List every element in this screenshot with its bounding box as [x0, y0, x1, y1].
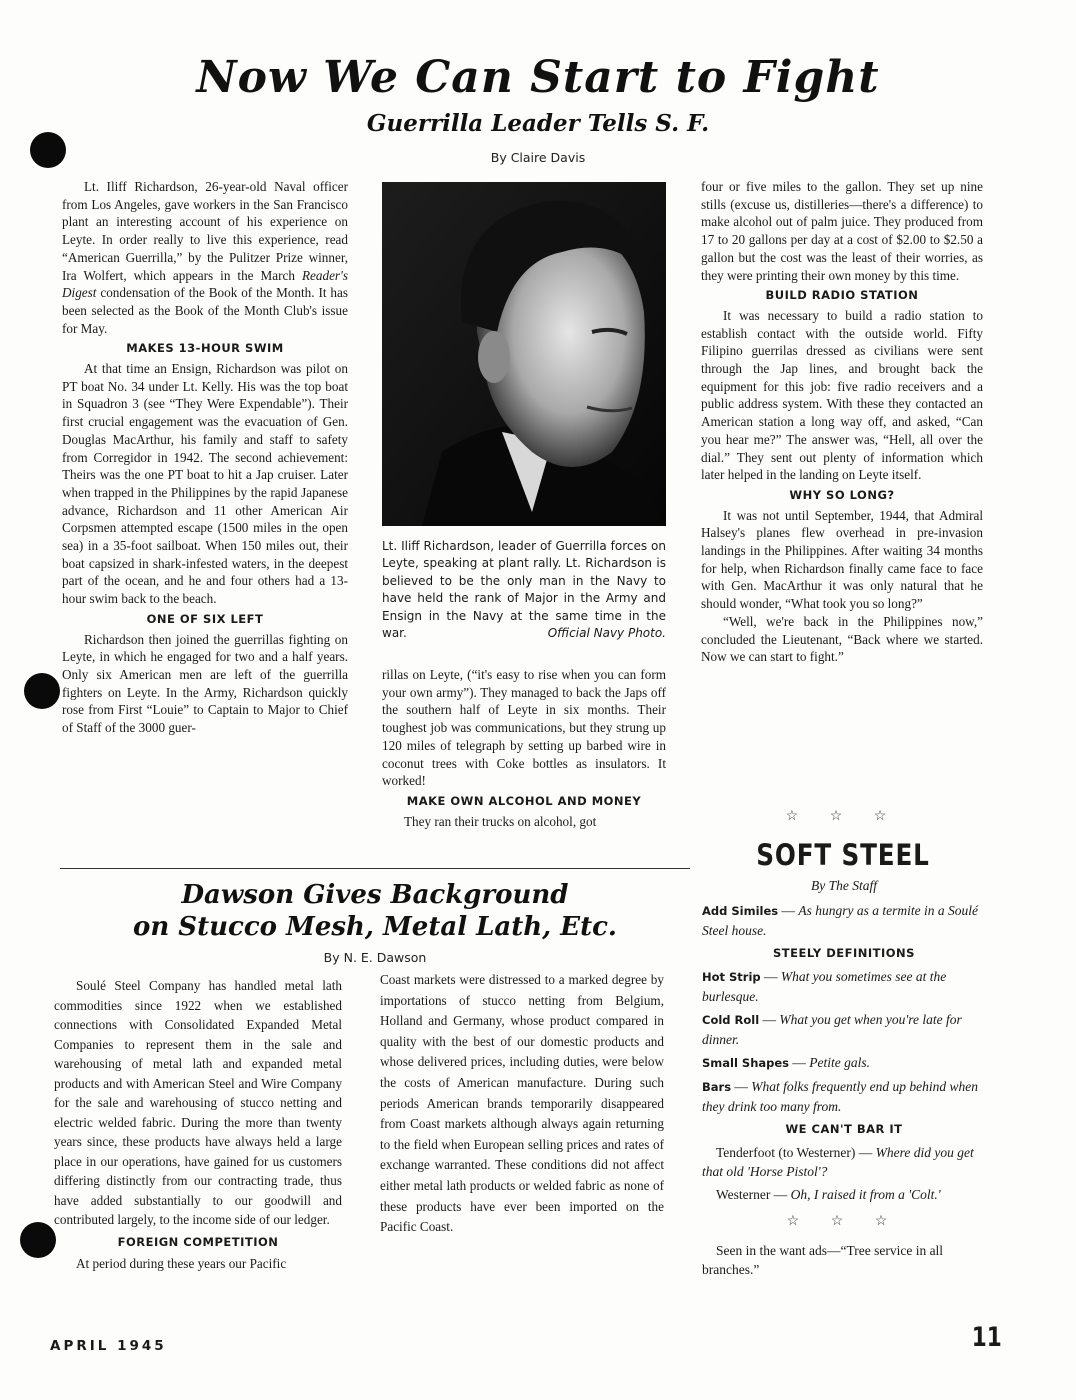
article-byline: By Claire Davis — [490, 150, 586, 165]
paragraph: four or five miles to the gallon. They set up nine stills (excuse us, distilleries—there's a difference) to make alcohol out of palm juice. They produced from 17 to 20 gallons per day at a cost of $2.00 to $2.50 a gallon but the cost was the least of their worries, as they were printing their own money by this time. — [701, 179, 983, 283]
paragraph: It was necessary to build a radio station to establish contact with the outside world. Fifty Filipino guerrilas dressed as civilians were sent through the Jap lines, and brought back the equipment for this job: five radio receivers and a public address system. With these they contacted an American station a long way off, and asked, “Can you hear me?” The answer was, “Hell, all over the dial.” They sent out plenty of information which later helped in the landing on Leyte itself. — [701, 307, 983, 483]
joke-entry: Westerner — Oh, I raised it from a 'Colt.' — [716, 1187, 941, 1202]
binder-hole-bottom — [20, 1222, 56, 1258]
section-heading: WHY SO LONG? — [789, 487, 895, 502]
article1-column-2 — [382, 666, 666, 830]
paragraph: “Well, we're back in the Philippines now,” concluded the Lieutenant, “Back where we started. Now we can start to fight.” — [701, 613, 983, 665]
soft-steel-title: SOFT STEEL — [756, 838, 930, 872]
soft-steel-column — [702, 876, 986, 1283]
article1-column-3 — [701, 178, 983, 666]
definition-entry: Hot Strip — What you sometimes see at the burlesque. — [702, 969, 947, 1004]
soft-steel-byline: By The Staff — [811, 878, 877, 893]
horizontal-rule — [60, 868, 690, 869]
article2-column-2 — [380, 970, 664, 1238]
section-divider-stars: ☆ ☆ ☆ — [786, 1214, 902, 1229]
definition-entry: Bars — What folks frequently end up behind when they drink too many from. — [702, 1079, 979, 1114]
paragraph: rillas on Leyte, (“it's easy to rise when you can form your own army”). They managed to back the Japs off the southern half of Leyte in six months. Their toughest job was communications, but they strung up 120 miles of telegraph by setting up barbed wire in coconut trees with Coke bottles as insulators. It worked! — [382, 667, 666, 789]
similes-entry: Add Similes — As hungry as a termite in a Soulé Steel house. — [702, 903, 978, 938]
definition-entry: Cold Roll — What you get when you're late for dinner. — [702, 1012, 962, 1047]
article2-column-1 — [54, 976, 342, 1274]
paragraph: Soulé Steel Company has handled metal lath commodities since 1922 when we established connections with Consolidated Expanded Metal Companies to represent them in the sale and warehousing of metal lath and expanded metal products and with American Steel and Wire Company for the sale and warehousing of stucco netting and electric welded fabric. During the more than twenty years since, these products have always held a large place in our operations, have gained for us customers differing distinctly from our contracting trade, thus have added substantially to our goodwill and contributed largely, to the income side of our ledger. — [54, 978, 342, 1227]
definition-entry: Small Shapes — Petite gals. — [702, 1055, 871, 1070]
section-heading: MAKE OWN ALCOHOL AND MONEY — [406, 793, 642, 808]
paragraph: They ran their trucks on alcohol, got — [404, 813, 597, 829]
section-divider-stars: ☆ ☆ ☆ — [785, 809, 901, 824]
article2-title-line1: Dawson Gives Background — [181, 880, 569, 910]
page-number: 11 — [971, 1322, 1002, 1353]
photo-credit: Official Navy Photo. — [547, 626, 666, 641]
article2-byline: By N. E. Dawson — [323, 950, 427, 965]
binder-hole-middle — [24, 673, 60, 709]
section-heading: STEELY DEFINITIONS — [773, 946, 915, 960]
photo-caption: Lt. Iliff Richardson, leader of Guerrilla forces on Leyte, speaking at plant rally. Lt. Richardson is believed to be the only man in the Navy to have held the rank of Major in the Army and Ensign in the Navy at the same time in the war. Official Navy Photo. — [382, 538, 666, 642]
portrait-illustration — [382, 182, 666, 526]
portrait-photo — [382, 182, 666, 526]
article-subtitle: Guerrilla Leader Tells S. F. — [366, 110, 710, 137]
article-title: Now We Can Start to Fight — [196, 52, 880, 103]
joke-entry: Tenderfoot (to Westerner) — Where did you get that old 'Horse Pistol'? — [702, 1145, 974, 1179]
section-heading: FOREIGN COMPETITION — [117, 1234, 279, 1249]
article1-column-1 — [62, 178, 348, 737]
section-heading: ONE OF SIX LEFT — [146, 611, 264, 626]
paragraph: At that time an Ensign, Richardson was pilot on PT boat No. 34 under Lt. Kelly. His was the top boat in Squadron 3 (see “They Were Expendable”). Their first crucial engagement was the evacuation of Gen. Douglas MacArthur, his family and staff to safety from Corregidor in 1942. The second achievement: Theirs was the one PT boat to hit a Jap cruiser. Later when trapped in the Philippines by the rapid Japanese advance, Richardson and 11 other American Air Corpsmen attempted escape (1500 miles in the open sea) in a 35-foot sailboat. When 150 miles out, their boat capsized in shark-infested waters, in the deepest part of the ocean, and he and four others had a 13-hour swim back to the beach. — [62, 361, 348, 607]
want-ads-entry: Seen in the want ads—“Tree service in all branches.” — [702, 1243, 944, 1277]
section-heading: BUILD RADIO STATION — [765, 288, 919, 303]
paragraph: Lt. Iliff Richardson, 26-year-old Naval officer from Los Angeles, gave workers in the San Francisco plant an interesting account of his experience on Leyte. In order really to live this experience, read “American Guerrilla,” by the Pulitzer Prize winner, Ira Wolfert, which appears in the March Reader's Digest condensation of the Book of the Month. It has been selected as the Book of the Month Club's issue for May. — [62, 179, 349, 336]
paragraph: Coast markets were distressed to a marked degree by importations of stucco netting from Belgium, Holland and Germany, whose product compared in quality with the best of our domestic products and whose delivered prices, including duties, were below the costs of American manufacture. During such periods American brands temporarily disappeared from Coast markets although always again returning to the field when European selling prices and rates of exchange warranted. These conditions did not affect either metal lath products or welded fabric as none of these products have ever been imported on the Pacific Coast. — [380, 972, 664, 1235]
section-heading: WE CAN'T BAR IT — [785, 1122, 903, 1136]
paragraph: Richardson then joined the guerrillas fighting on Leyte, in which he engaged for two and a half years. Only six American men are left of the guerrilla fighters on Leyte. In the Army, Richardson quickly rose from First “Louie” to Captain to Major to Chief of Staff of the 3000 guer- — [62, 631, 348, 736]
issue-date: APRIL 1945 — [50, 1338, 167, 1354]
section-heading: MAKES 13-HOUR SWIM — [126, 341, 284, 356]
paragraph: At period during these years our Pacific — [76, 1256, 287, 1271]
paragraph: It was not until September, 1944, that Admiral Halsey's planes flew overhead in pre-invasion landings in the Philippines. After waiting 34 months for help, when Richardson finally came face to face with Gen. MacArthur it was only natural that he should wonder, “What took you so long?” — [701, 507, 983, 612]
article2-title-line2: on Stucco Mesh, Metal Lath, Etc. — [133, 912, 617, 942]
